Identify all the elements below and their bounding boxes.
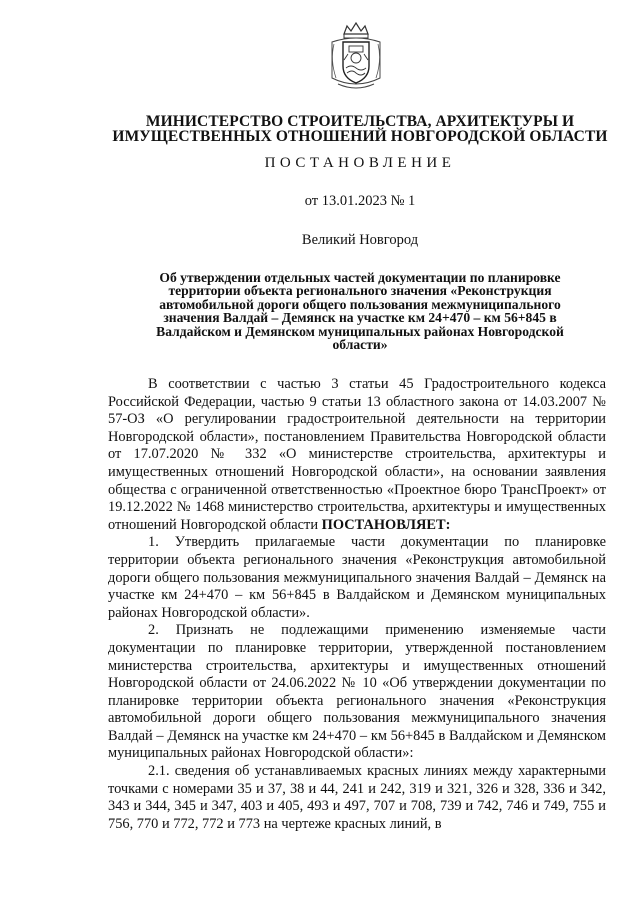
document-type: ПОСТАНОВЛЕНИЕ <box>264 155 456 171</box>
document-city: Великий Новгород <box>301 232 419 248</box>
intro-paragraph <box>108 376 606 534</box>
intro-text: В соответствии с частью 3 статьи 45 Градостроительного кодекса Российской Федерации, частью 9 статьи 13 областного закона от 14.03.2007 № 57-ОЗ «О регулировании градостроительной деятельности на территории Новгородской области», постановлением Правительства Новгородской области от 17.07.2020 № 332 «О министерстве строительства, архитектуры и имущественных отношений Новгородской области», на основании заявления общества с ограниченной ответственностью «Проектное бюро ТрансПроект» от 19.12.2022 № 1468 министерство строительства, архитектуры и имущественных отношений Новгородской области <box>108 376 606 533</box>
document-title: Об утверждении отдельных частей документации по планировке территории объекта регионального значения «Реконструкция автомобильной дороги общего пользования межмуниципального значения Валдай – Демянск на участке км 24+470 – км 56+845 в Валдайском и Демянском муниципальных районах Новгородской области» <box>156 270 564 353</box>
coat-of-arms-icon <box>326 20 386 94</box>
resolution-word: ПОСТАНОВЛЯЕТ: <box>321 516 451 533</box>
ministry-name-line2: ИМУЩЕСТВЕННЫХ ОТНОШЕНИЙ НОВГОРОДСКОЙ ОБЛАСТИ <box>112 128 608 145</box>
item-2-1-paragraph: 2.1. сведения об устанавливаемых красных линиях между характерными точками с номерами 35 и 37, 38 и 44, 241 и 242, 319 и 321, 326 и 328, 336 и 342, 343 и 344, 345 и 347, 403 и 405, 493 и 497, 707 и 708, 739 и 742, 746 и 749, 755 и 756, 770 и 772, 772 и 773 на чертеже красных линий, в <box>108 763 606 832</box>
item-1-paragraph: 1. Утвердить прилагаемые части документации по планировке территории объекта регионального значения «Реконструкция автомобильной дороги общего пользования межмуниципального значения Валдай – Демянск на участке км 24+470 – км 56+845 в Валдайском и Демянском муниципальных районах Новгородской области». <box>108 534 606 621</box>
document-body <box>108 376 606 833</box>
document-date-number: от 13.01.2023 № 1 <box>304 193 416 209</box>
item-2-paragraph: 2. Признать не подлежащими применению изменяемые части документации по планировке территории, утвержденной постановлением министерства строительства, архитектуры и имущественных отношений Новгородской области от 24.06.2022 № 10 «Об утверждении документации по планировке территории объекта регионального значения «Реконструкция автомобильной дороги общего пользования межмуниципального значения Валдай – Демянск на участке км 24+470 – км 56+845 в Валдайском и Демянском муниципальных районах Новгородской области»: <box>108 622 606 762</box>
ministry-name-line1: МИНИСТЕРСТВО СТРОИТЕЛЬСТВА, АРХИТЕКТУРЫ И <box>145 113 575 130</box>
